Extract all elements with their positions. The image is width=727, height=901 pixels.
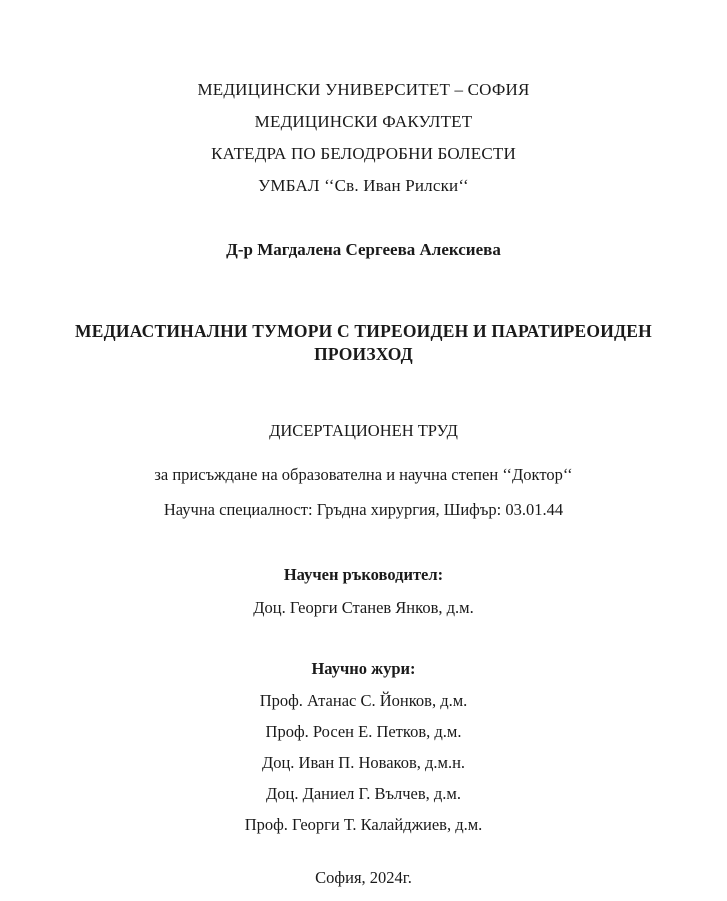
jury-member: Проф. Атанас С. Йонков, д.м. xyxy=(259,691,468,710)
dissertation-title: МЕДИАСТИНАЛНИ ТУМОРИ С ТИРЕОИДЕН И ПАРАТИРЕОИДЕН ПРОИЗХОД xyxy=(75,321,652,364)
jury-member: Доц. Иван П. Новаков, д.м.н. xyxy=(261,753,466,772)
specialty-line: Научна специалност: Гръдна хирургия, Шифър: 03.01.44 xyxy=(163,500,564,519)
institution-faculty: МЕДИЦИНСКИ ФАКУЛТЕТ xyxy=(254,112,473,131)
degree-line: за присъждане на образователна и научна степен ‘‘Доктор‘‘ xyxy=(154,465,573,484)
supervisor-heading: Научен ръководител: xyxy=(283,565,444,584)
jury-member: Проф. Георги Т. Калайджиев, д.м. xyxy=(244,815,483,834)
jury-member: Проф. Росен Е. Петков, д.м. xyxy=(265,722,462,741)
jury-list xyxy=(0,685,727,840)
city-year-line: София, 2024г. xyxy=(315,868,412,887)
institution-university: МЕДИЦИНСКИ УНИВЕРСИТЕТ – СОФИЯ xyxy=(197,80,530,99)
institution-department: КАТЕДРА ПО БЕЛОДРОБНИ БОЛЕСТИ xyxy=(211,144,516,163)
institution-hospital: УМБАЛ ‘‘Св. Иван Рилски‘‘ xyxy=(258,176,469,195)
jury-heading: Научно жури: xyxy=(311,659,416,678)
supervisor-name: Доц. Георги Станев Янков, д.м. xyxy=(253,598,474,617)
thesis-type-label: ДИСЕРТАЦИОНЕН ТРУД xyxy=(269,421,458,440)
author-name: Д-р Магдалена Сергеева Алексиева xyxy=(226,240,501,259)
jury-member: Доц. Даниел Г. Вълчев, д.м. xyxy=(266,784,461,803)
